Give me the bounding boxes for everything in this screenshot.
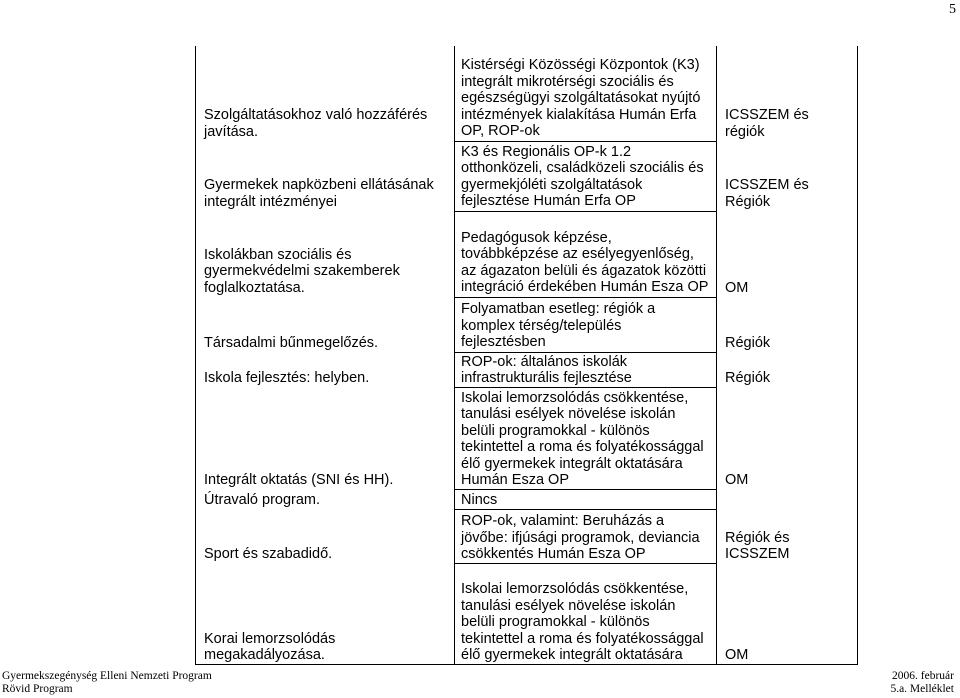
problem-cell: Útravaló program. [196,490,455,510]
responsible-cell: ICSSZEM és régiók [717,46,858,141]
problem-cell: Iskola fejlesztés: helyben. [196,352,455,388]
table-row [196,297,858,352]
problem-cell: Sport és szabadidő. [196,510,455,564]
solution-cell: Iskolai lemorzsolódás csökkentése, tanulási esélyek növelése iskolán belüli programokkal - különös tekintettel a roma és folyatékossággal élő gyermekek integrált oktatására Humán Esza OP [455,388,717,490]
solution-cell: Iskolai lemorzsolódás csökkentése, tanulási esélyek növelése iskolán belüli programokkal - különös tekintettel a roma és folyatékossággal élő gyermekek integrált oktatására [455,564,717,665]
problem-cell: Gyermekek napközbeni ellátásának integrált intézményei [196,141,455,211]
problem-cell: Korai lemorzsolódás megakadályozása. [196,564,455,665]
responsible-cell: Régiók [717,297,858,352]
footer-left [2,670,212,696]
table-row [196,490,858,510]
responsible-cell: ICSSZEM és Régiók [717,141,858,211]
footer-program-subtitle: Rövid Program [2,683,73,695]
responsible-cell: OM [717,388,858,490]
table-row [196,211,858,297]
responsible-cell [717,490,858,510]
solution-cell: Pedagógusok képzése, továbbképzése az esélyegyenlőség, az ágazaton belüli és ágazatok közötti integráció érdekében Humán Esza OP [455,211,717,297]
solution-cell: Kistérségi Közösségi Központok (K3) integrált mikrotérségi szociális és egészségügyi szolgáltatásokat nyújtó intézmények kialakítása Humán Erfa OP, ROP-ok [455,46,717,141]
responsible-cell: OM [717,211,858,297]
footer-right [890,670,954,696]
footer-program-title: Gyermekszegénység Elleni Nemzeti Program [2,670,212,682]
page-number: 5 [949,2,956,17]
table-row [196,388,858,490]
footer-date: 2006. február [892,670,954,682]
problem-cell: Szolgáltatásokhoz való hozzáférés javítása. [196,46,455,141]
table-row [196,564,858,665]
solution-cell: K3 és Regionális OP-k 1.2 otthonközeli, családközeli szociális és gyermekjóléti szolgáltatások fejlesztése Humán Erfa OP [455,141,717,211]
solution-cell: ROP-ok, valamint: Beruházás a jövőbe: ifjúsági programok, deviancia csökkentés Humán Esza OP [455,510,717,564]
solution-cell: Folyamatban esetleg: régiók a komplex térség/település fejlesztésben [455,297,717,352]
solution-cell: Nincs [455,490,717,510]
measures-table [195,46,858,665]
problem-cell: Társadalmi bűnmegelőzés. [196,297,455,352]
footer-annex: 5.a. Melléklet [890,683,954,695]
problem-cell: Integrált oktatás (SNI és HH). [196,388,455,490]
problem-cell: Iskolákban szociális és gyermekvédelmi szakemberek foglalkoztatása. [196,211,455,297]
table-row [196,510,858,564]
solution-cell: ROP-ok: általános iskolák infrastrukturális fejlesztése [455,352,717,388]
responsible-cell: Régiók [717,352,858,388]
responsible-cell: Régiók és ICSSZEM [717,510,858,564]
responsible-cell: OM [717,564,858,665]
table-row [196,141,858,211]
table-row [196,46,858,141]
table-row [196,352,858,388]
